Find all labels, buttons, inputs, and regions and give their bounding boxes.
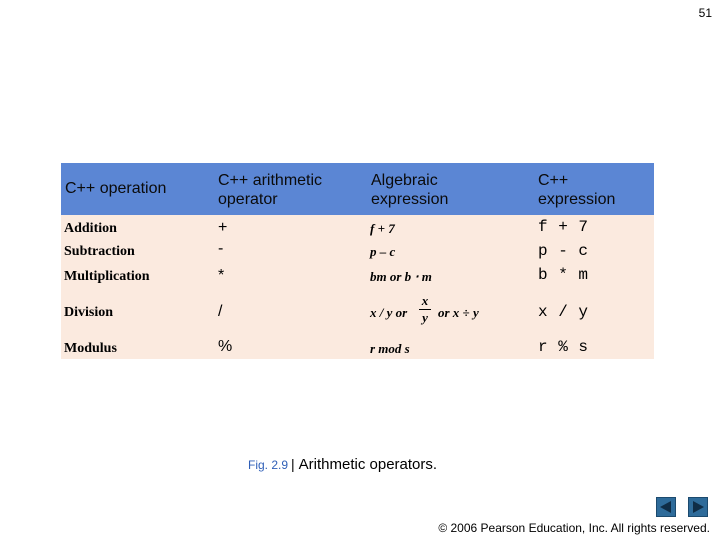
header-line: C++ [538,172,569,189]
operation-name: Division [64,305,114,320]
operation-name: Multiplication [64,269,150,284]
header-line: Algebraic [371,172,438,189]
table-header [61,163,654,215]
header-cpp-operation: C++ operation [65,180,167,197]
algebraic-expression: p – c [370,244,396,259]
header-line: expression [538,191,616,208]
operation-name: Addition [64,221,117,236]
cpp-expression: x / y [538,303,589,321]
algebraic-expression-part1: x / y or [370,305,408,320]
figure-title: Arithmetic operators. [298,456,438,473]
figure-caption [248,456,437,474]
header-cpp-arithmetic-operator [218,171,322,209]
operator-symbol: / [218,303,223,320]
algebraic-expression-part2: or x ÷ y [438,305,479,320]
operator-symbol: + [218,219,228,236]
operation-name: Subtraction [64,244,135,259]
operator-symbol: * [218,267,225,284]
operator-symbol: % [218,338,233,355]
algebraic-expression: r mod s [370,341,410,356]
triangle-left-icon [657,498,675,516]
copyright-footer: © 2006 Pearson Education, Inc. All rights reserved. [438,521,710,535]
cpp-expression: p - c [538,242,589,260]
next-slide-button[interactable] [688,497,708,517]
caption-separator: | [291,456,295,472]
header-line: operator [218,191,278,208]
previous-slide-button[interactable] [656,497,676,517]
cpp-expression: r % s [538,338,589,356]
page-number: 51 [698,6,712,20]
cpp-expression: b * m [538,266,589,284]
algebraic-fraction [419,294,431,325]
algebraic-expression: bm or b ⋅ m [370,269,432,284]
fraction-denominator: y [422,310,428,325]
header-algebraic-expression [371,171,448,209]
header-cpp-expression [538,171,615,209]
header-line: C++ arithmetic [218,172,323,189]
header-line: expression [371,191,449,208]
triangle-right-icon [689,498,707,516]
operation-name: Modulus [64,341,117,356]
algebraic-expression: f + 7 [370,221,395,236]
arithmetic-operators-table [61,163,654,359]
figure-label: Fig. 2.9 [248,458,289,472]
fraction-numerator: x [421,293,429,308]
cpp-expression: f + 7 [538,218,589,236]
operator-symbol: - [218,240,224,257]
